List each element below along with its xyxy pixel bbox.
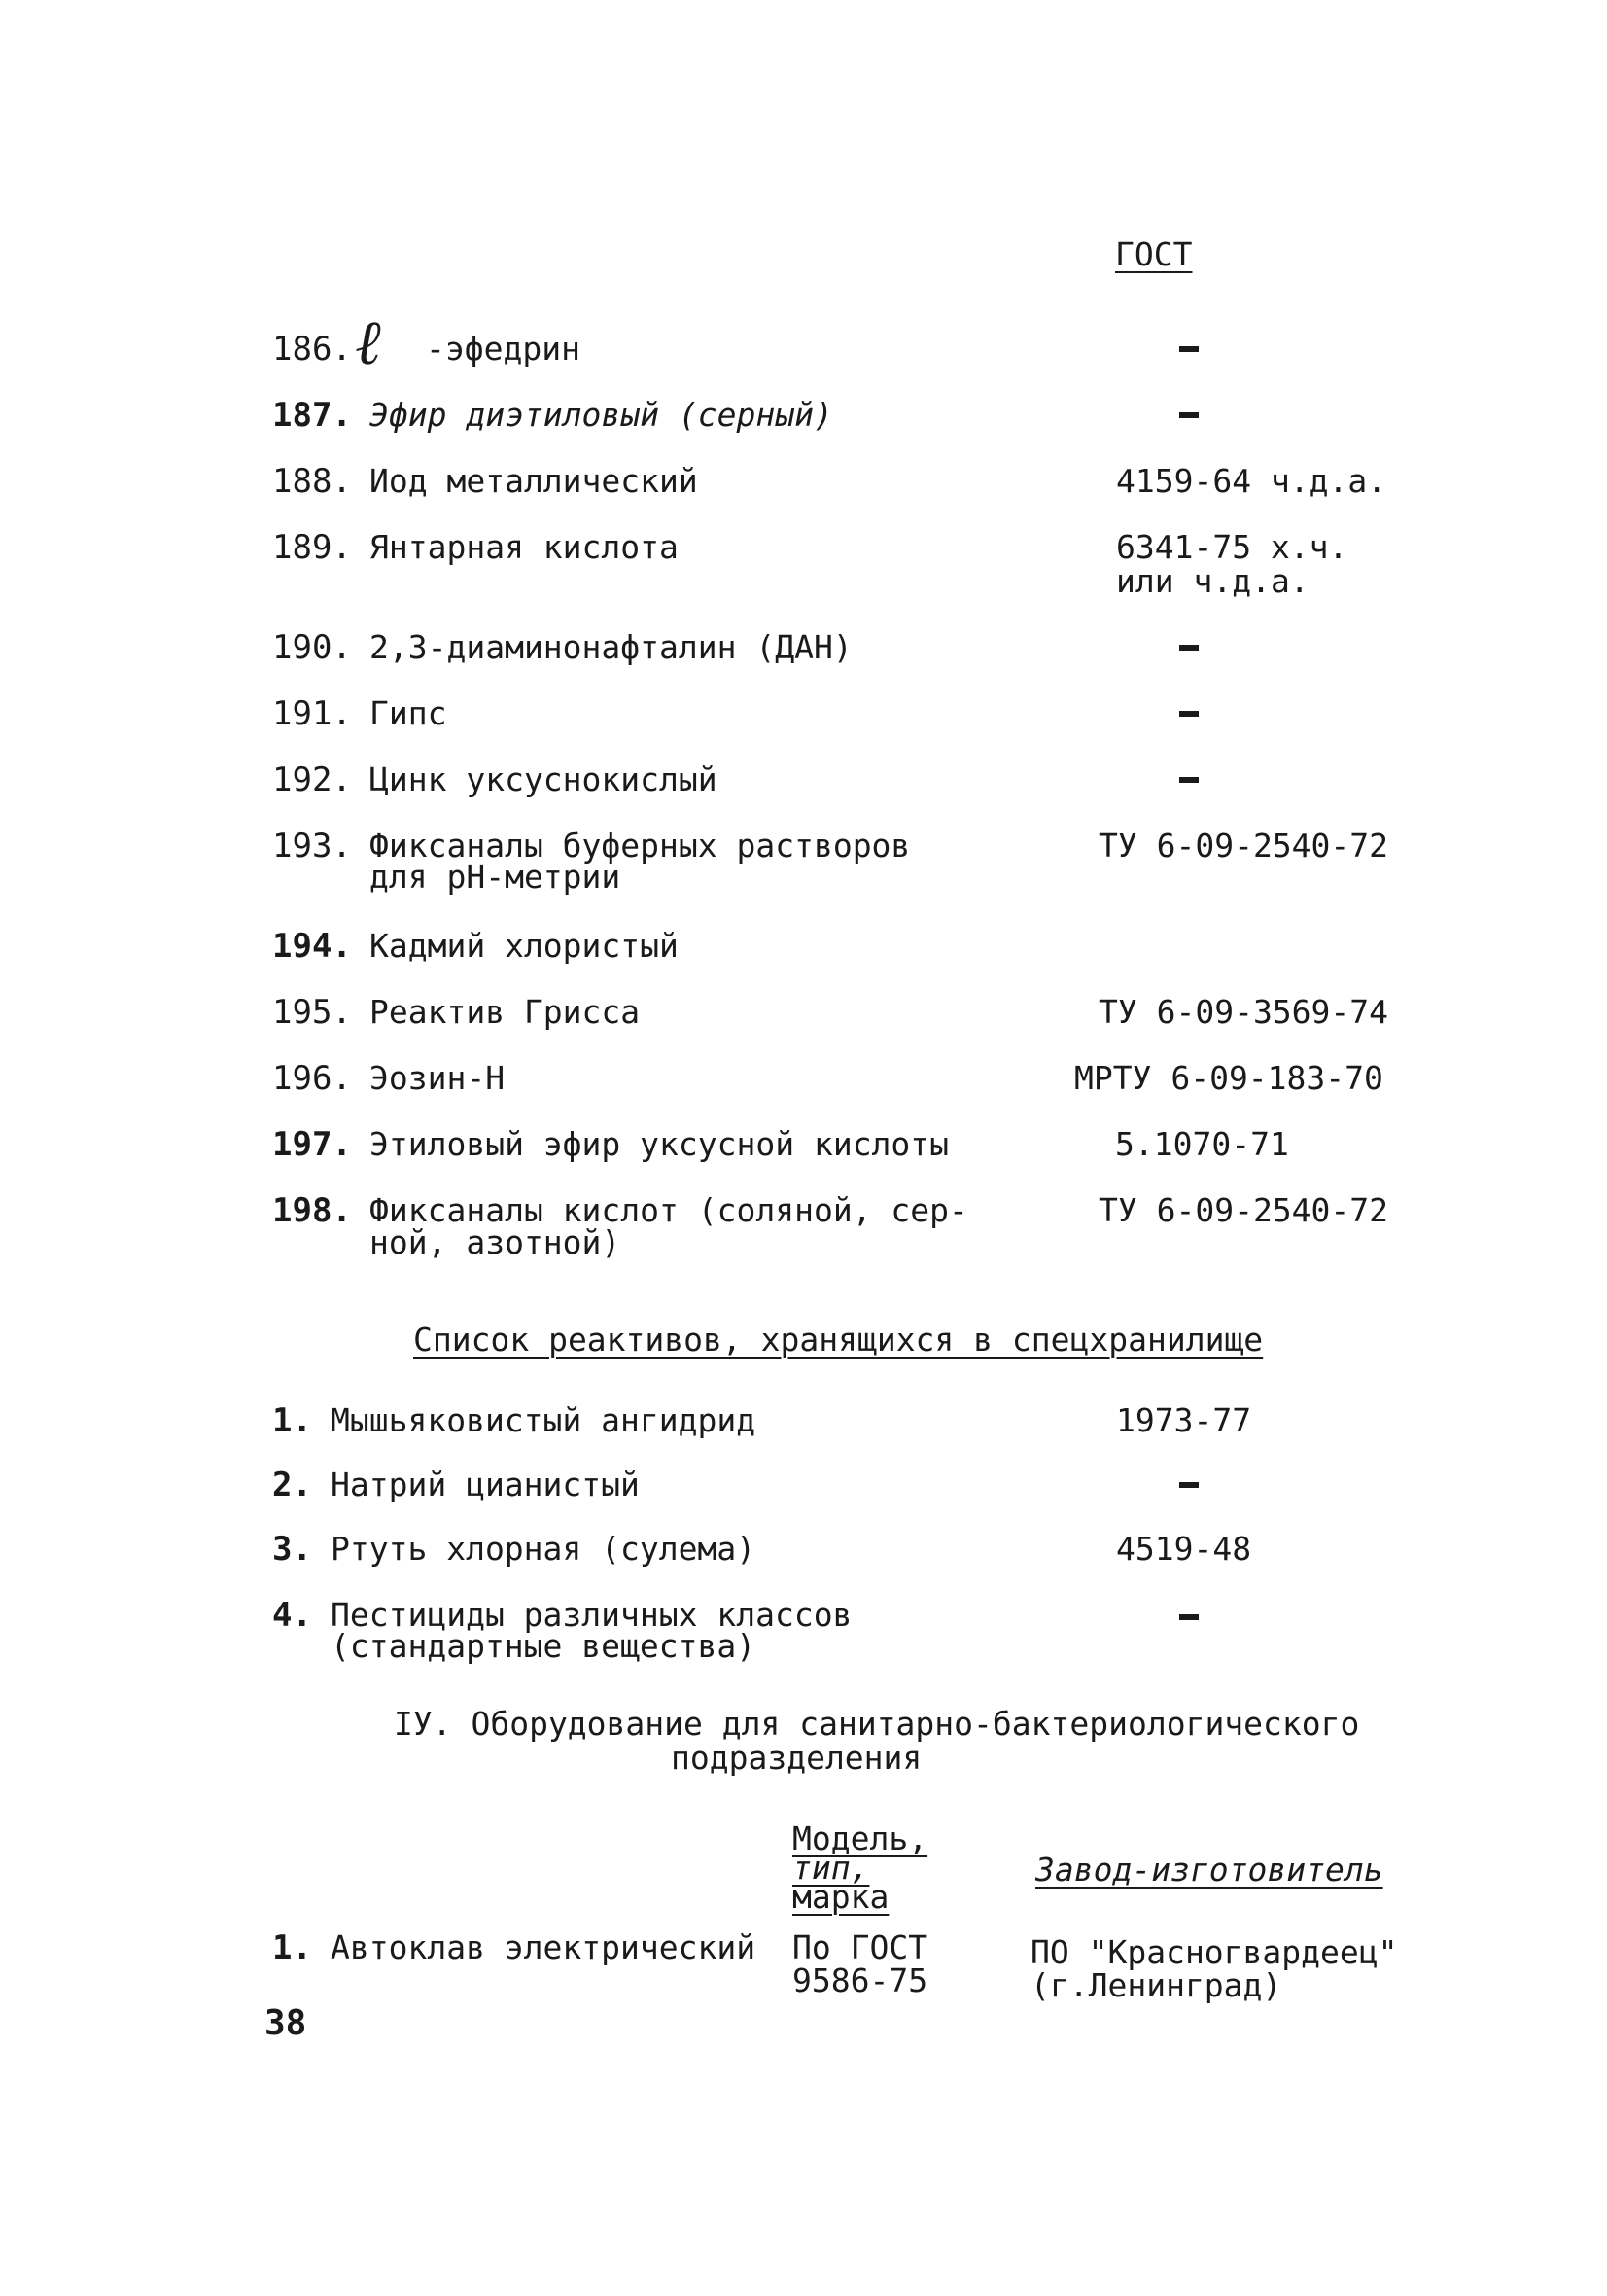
item-name: Пестициды различных классов — [331, 1596, 853, 1634]
type-header: тип, — [792, 1849, 870, 1887]
item-number: 190. — [272, 628, 352, 667]
dash-mark — [1179, 412, 1199, 418]
equipment-model-line2: 9586-75 — [792, 1961, 928, 1999]
item-number: 3. — [272, 1530, 312, 1569]
item-name: Натрий цианистый — [331, 1466, 640, 1503]
item-name: Иод металлический — [369, 462, 698, 500]
item-name: Фиксаналы кислот (соляной, сер- — [369, 1191, 968, 1229]
item-gost: 5.1070-71 — [1115, 1125, 1289, 1163]
item-name: Гипс — [369, 694, 447, 732]
item-gost: 1973-77 — [1116, 1401, 1252, 1439]
item-name-line2: ной, азотной) — [369, 1223, 621, 1261]
item-gost: ТУ 6-09-2540-72 — [1099, 1191, 1389, 1229]
dash-mark — [1179, 777, 1199, 783]
item-name-line2: для рН-метрии — [369, 858, 621, 896]
item-gost: 4159-64 ч.д.а. — [1116, 462, 1387, 500]
item-number: 2. — [272, 1466, 312, 1504]
equipment-maker: ПО "Красногвардеец" — [1031, 1933, 1398, 1971]
item-number: 189. — [272, 528, 352, 567]
page-number: 38 — [264, 2003, 307, 2043]
item-number: 1. — [272, 1401, 312, 1440]
item-number: 192. — [272, 760, 352, 799]
item-gost: ТУ 6-09-2540-72 — [1099, 827, 1389, 865]
item-number: 186. — [272, 330, 352, 369]
dash-mark — [1179, 645, 1199, 651]
item-number: 4. — [272, 1596, 312, 1635]
item-gost: 6341-75 х.ч. — [1116, 528, 1348, 566]
section-title: IУ. Оборудование для санитарно-бактериологического — [394, 1705, 1360, 1743]
item-number: 188. — [272, 462, 352, 501]
item-name-line2: (стандартные вещества) — [331, 1627, 756, 1665]
dash-mark — [1179, 346, 1199, 352]
item-number: 198. — [272, 1191, 352, 1230]
dash-mark — [1179, 1614, 1199, 1620]
item-number: 193. — [272, 827, 352, 865]
brand-header: марка — [792, 1878, 890, 1916]
item-number: 196. — [272, 1059, 352, 1098]
equipment-model: По ГОСТ — [792, 1928, 928, 1966]
item-number: 191. — [272, 694, 352, 733]
gost-column-header: ГОСТ — [1115, 235, 1193, 273]
dash-mark — [1179, 1482, 1199, 1488]
item-name: Ртуть хлорная (сулема) — [331, 1530, 756, 1568]
manufacturer-header: Завод-изготовитель — [1035, 1851, 1383, 1889]
model-header: Модель, — [792, 1819, 928, 1857]
section-title-line2: подразделения — [671, 1739, 923, 1777]
equipment-name: Автоклав электрический — [331, 1928, 756, 1966]
item-name: Эозин-Н — [369, 1059, 506, 1097]
item-name: Реактив Грисса — [369, 993, 641, 1031]
dash-mark — [1179, 711, 1199, 717]
item-name: Цинк уксуснокислый — [369, 760, 717, 798]
item-name: Янтарная кислота — [369, 528, 679, 566]
item-name: Этиловый эфир уксусной кислоты — [369, 1125, 950, 1163]
item-gost: МРТУ 6-09-183-70 — [1074, 1059, 1383, 1097]
item-number: 187. — [272, 396, 352, 435]
item-number: 195. — [272, 993, 352, 1032]
special-list-title: Список реактивов, хранящихся в спецхранилище — [413, 1321, 1264, 1359]
ell-symbol: ℓ — [355, 307, 381, 379]
item-number: 197. — [272, 1125, 352, 1164]
item-gost: 4519-48 — [1116, 1530, 1252, 1568]
item-gost: ТУ 6-09-3569-74 — [1099, 993, 1389, 1031]
item-name: 2,3-диаминонафталин (ДАН) — [369, 628, 853, 666]
item-name: Мышьяковистый ангидрид — [331, 1401, 756, 1439]
item-number: 1. — [272, 1928, 312, 1967]
item-name: Фиксаналы буферных растворов — [369, 827, 911, 865]
equipment-maker-line2: (г.Ленинград) — [1031, 1966, 1282, 2004]
item-name: Эфир диэтиловый (серный) — [369, 396, 833, 434]
item-name: -эфедрин — [426, 330, 580, 368]
item-gost-line2: или ч.д.а. — [1116, 562, 1310, 600]
item-number: 194. — [272, 927, 352, 966]
item-name: Кадмий хлористый — [369, 927, 679, 965]
